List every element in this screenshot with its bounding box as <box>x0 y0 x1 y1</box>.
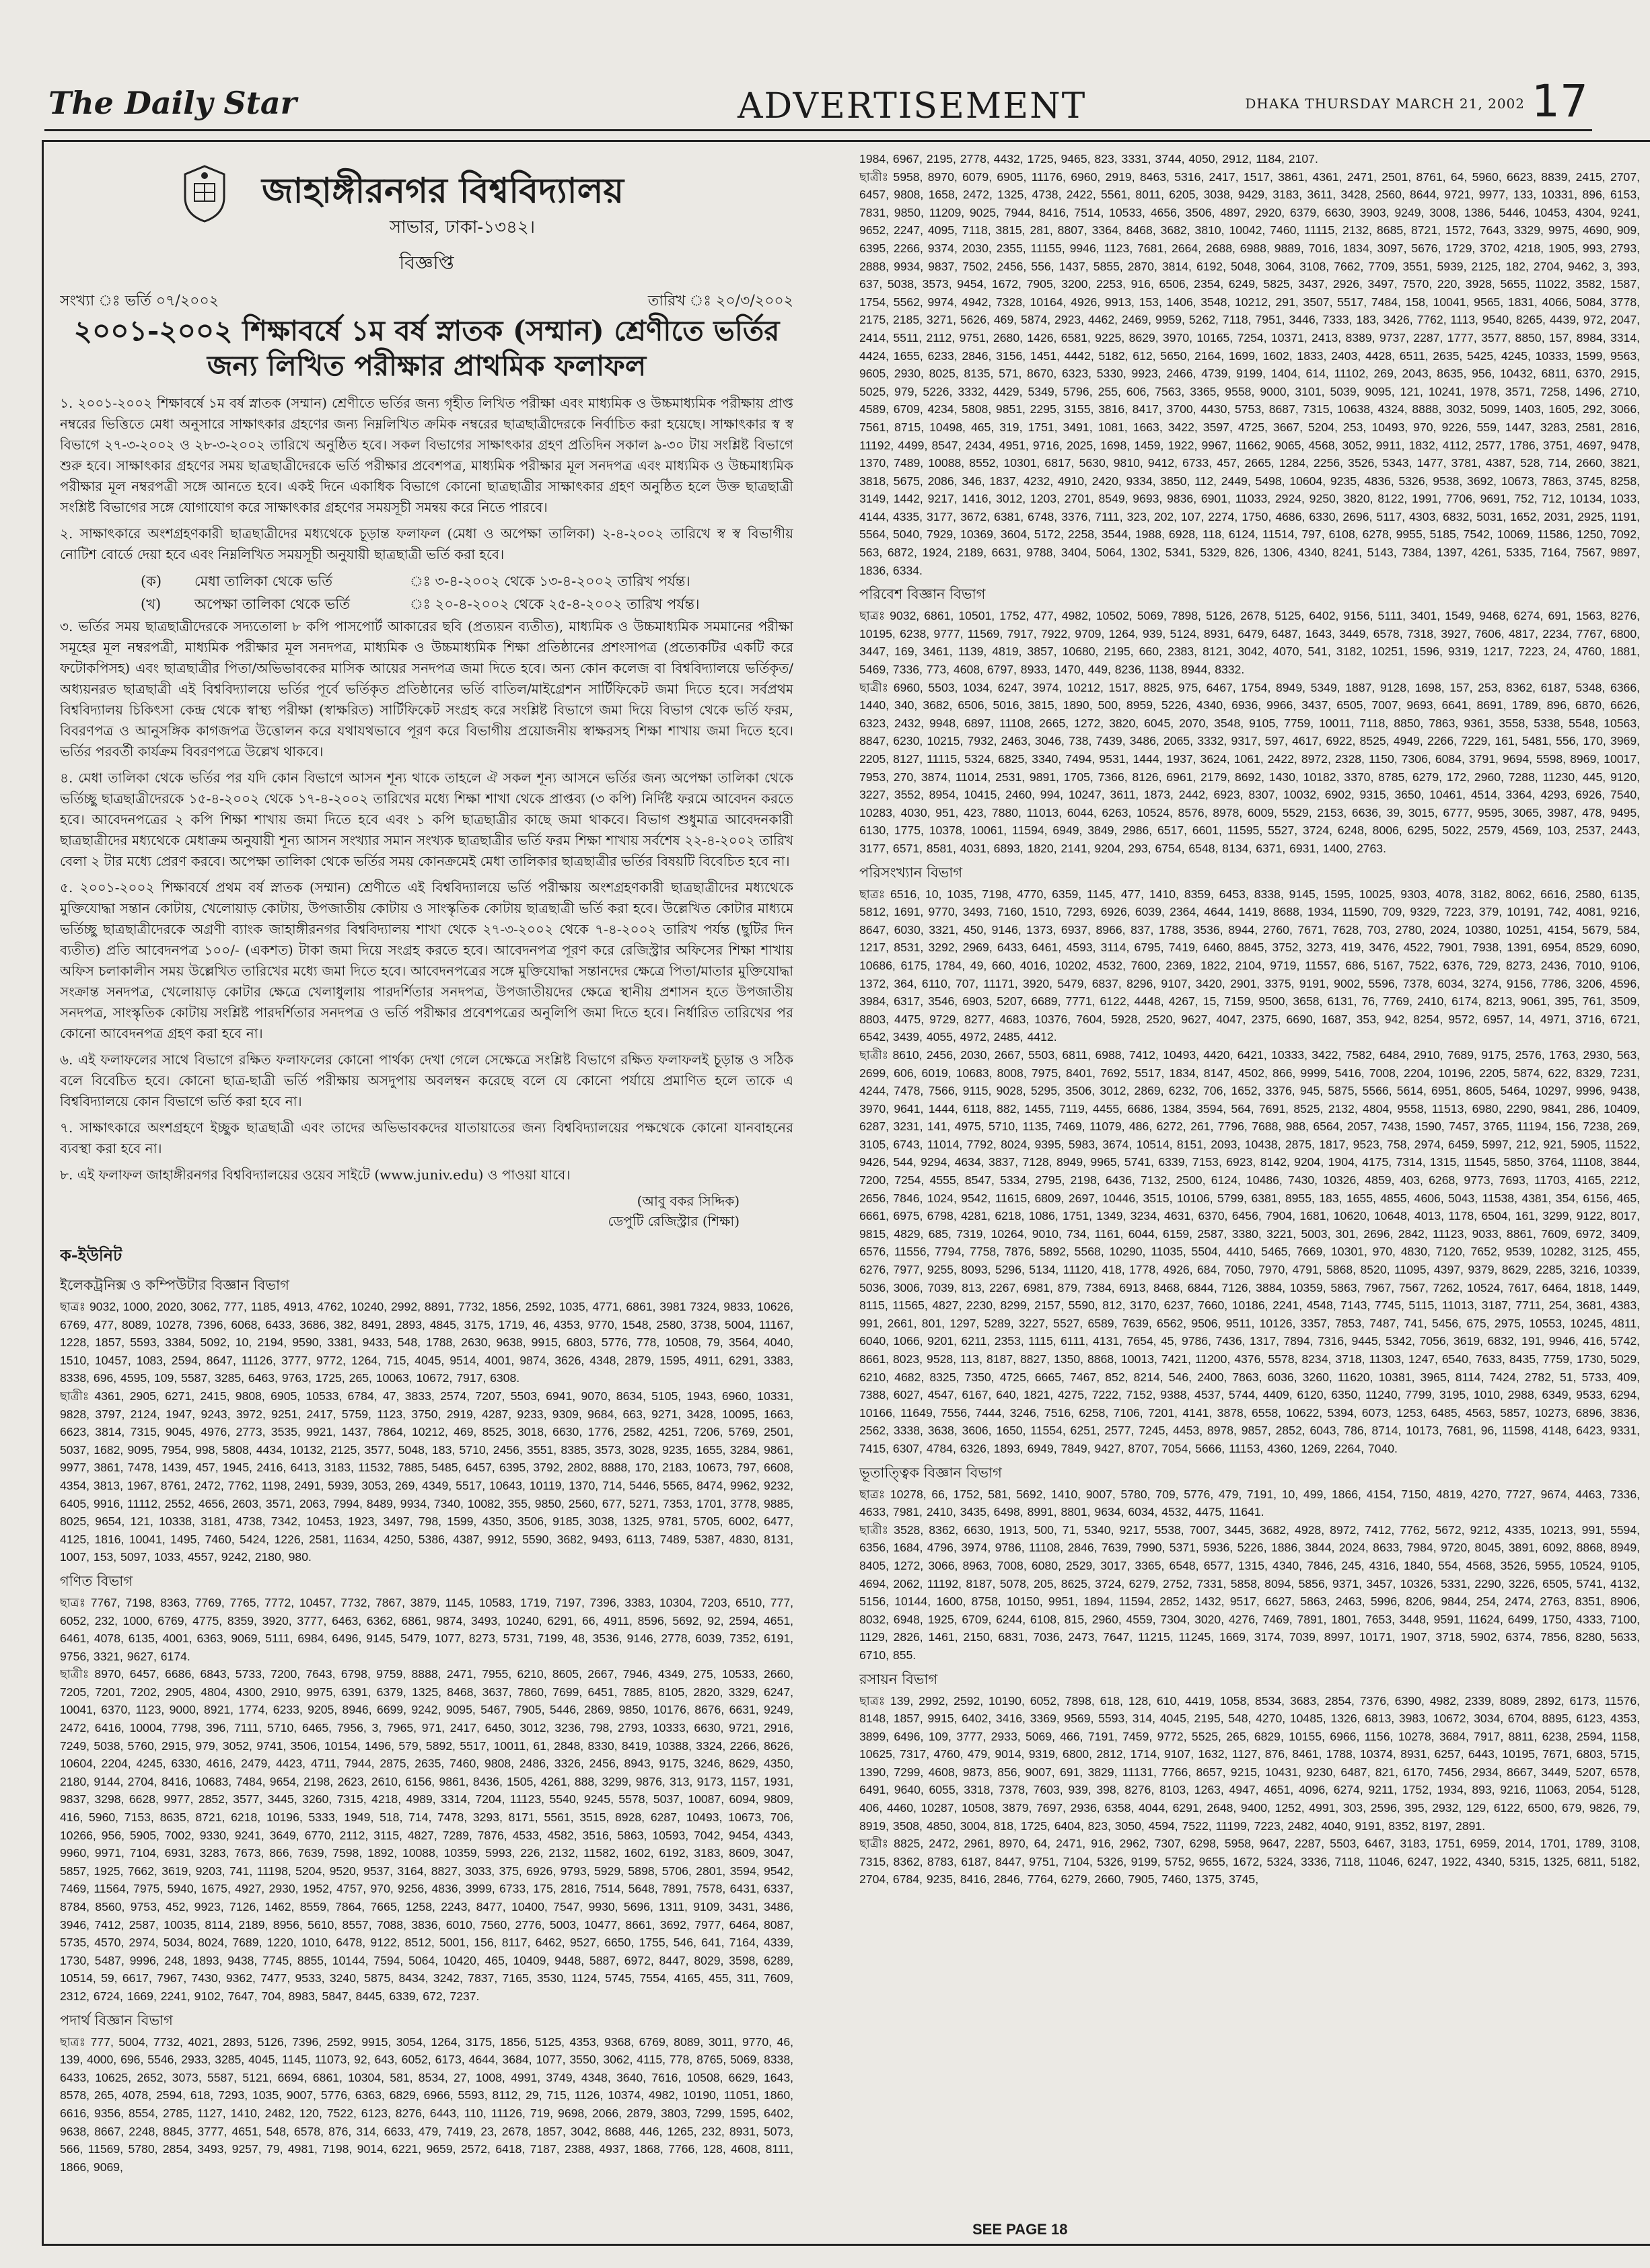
paragraph-8: ৮. এই ফলাফল জাহাঙ্গীরনগর বিশ্ববিদ্যালয়ের ওয়েব সাইটে (www.juniv.edu) ও পাওয়া যাবে। <box>60 1167 571 1183</box>
schedule-label: (খ) <box>141 596 162 612</box>
university-address: সাভার, ঢাকা-১৩৪২। <box>390 217 536 237</box>
schedule-row-b <box>60 593 793 616</box>
notice-title: বিজ্ঞপ্তি <box>399 252 454 274</box>
left-column <box>60 149 793 2234</box>
roll-list-ece-female: ছাত্রীঃ 4361, 2905, 6271, 2415, 9808, 6905, 10533, 6784, 47, 3833, 2574, 7207, 5503, 6941, 9070, 8634, 5105, 1943, 6960, 10331, 9828, 3797, 2124, 1947, 9243, 3972, 9251, 2417, 5759, 1123, 3750, 2919, 4287, 9233, 9309, 9684, 663, 9271, 3428, 10095, 1663, 6623, 3814, 7315, 9045, 4976, 2773, 3535, 9921, 1437, 7864, 10212, 469, 8525, 3018, 6630, 1776, 2582, 4251, 7206, 5769, 2501, 5037, 1682, 9095, 7954, 998, 5808, 4434, 10132, 2125, 3577, 5048, 183, 5710, 2456, 3551, 8385, 3573, 3028, 9235, 1655, 3284, 9861, 9977, 3861, 7478, 1439, 457, 1945, 2416, 6413, 3183, 11532, 7885, 5485, 6457, 6395, 3792, 2802, 8888, 170, 2183, 10673, 797, 6608, 4354, 3813, 1967, 8761, 2472, 7762, 1198, 2491, 5939, 3053, 269, 4349, 5517, 10643, 10119, 1370, 714, 5446, 5565, 8474, 9962, 9232, 6405, 9916, 11112, 2552, 4656, 2603, 3571, 2063, 7994, 8489, 9934, 7340, 10082, 355, 9850, 2560, 677, 5271, 7353, 1701, 3778, 9885, 8025, 9654, 121, 10338, 3181, 4738, 7342, 10453, 1923, 3497, 798, 1599, 4350, 3506, 9185, 3038, 1325, 9781, 5705, 6002, 6477, 4125, 1816, 10041, 1495, 7460, 5424, 1226, 2581, 11634, 4250, 5386, 4387, 9912, 5590, 3682, 9493, 6113, 7489, 5387, 4830, 8131, 1007, 153, 5097, 1033, 4557, 9242, 2180, 980. <box>60 1389 793 1564</box>
roll-list-geo-female: ছাত্রীঃ 3528, 8362, 6630, 1913, 500, 71, 5340, 9217, 5538, 7007, 3445, 3682, 4928, 8972, 7412, 7762, 5672, 9212, 4335, 10213, 991, 5594, 6356, 1684, 4796, 3974, 9786, 11108, 2846, 7639, 7990, 5371, 5936, 5226, 1886, 3844, 2024, 8633, 7984, 9720, 8045, 3891, 6092, 8868, 8949, 8405, 1272, 3066, 8963, 7008, 6080, 2529, 3017, 3365, 6548, 6577, 1315, 4340, 7846, 245, 4316, 1840, 554, 4568, 3526, 5955, 10524, 9105, 4694, 2062, 11192, 8187, 5078, 205, 8625, 3724, 6279, 2752, 7331, 5858, 8094, 5856, 9371, 3457, 10326, 5331, 2290, 3226, 6505, 5741, 4132, 5156, 10144, 1600, 8758, 10150, 9951, 1894, 11594, 2852, 1432, 9517, 6627, 5863, 2463, 5996, 8206, 9844, 254, 2474, 2763, 8351, 8906, 8032, 6948, 1925, 6709, 6244, 6108, 815, 2960, 4559, 7304, 3020, 4276, 7469, 7891, 1801, 7653, 3448, 9591, 11624, 6499, 1750, 4333, 7100, 1129, 2826, 1461, 2150, 6831, 7036, 2473, 7647, 11215, 11245, 1669, 3174, 7039, 8997, 10171, 1907, 3718, 5902, 6374, 7856, 8280, 5633, 6710, 855. <box>859 1523 1640 1662</box>
page-number: 17 <box>1532 75 1588 127</box>
reference-row <box>60 284 793 311</box>
schedule-text: মেধা তালিকা থেকে ভর্তি <box>194 573 333 589</box>
roll-list-physics-male-cont: 1984, 6967, 2195, 2778, 4432, 1725, 9465, 823, 3331, 3744, 4050, 2912, 1184, 2107. <box>859 152 1318 166</box>
roll-list-stat-male: ছাত্রঃ 6516, 10, 1035, 7198, 4770, 6359, 1145, 477, 1410, 8359, 6453, 8338, 9145, 1595, 10025, 9303, 4078, 3182, 8062, 6616, 2580, 6135, 5812, 1691, 9770, 3493, 7160, 1510, 7293, 6926, 6039, 2364, 4644, 1419, 8688, 1934, 11590, 709, 9329, 7223, 379, 10191, 742, 4081, 9216, 8647, 6030, 3321, 450, 9146, 1373, 6937, 8966, 837, 1788, 3536, 8944, 2760, 7671, 7628, 703, 2780, 2024, 10380, 10251, 4154, 5679, 584, 1217, 8531, 3292, 2969, 6433, 6461, 4593, 3114, 6795, 7419, 6460, 8845, 3752, 3273, 419, 3476, 4522, 7901, 7938, 1391, 6954, 8529, 6090, 10686, 6175, 1784, 49, 660, 4016, 10202, 4532, 7600, 2369, 1822, 2104, 9719, 11557, 686, 5167, 7522, 6376, 729, 8273, 2436, 7010, 9106, 1372, 364, 6110, 707, 11171, 3920, 5479, 6837, 8296, 9107, 3420, 2901, 3375, 9191, 9002, 5596, 7378, 6034, 3274, 9156, 7786, 3206, 4596, 3984, 6317, 3546, 6903, 5207, 6689, 7771, 6122, 4448, 4267, 15, 7159, 9500, 3658, 6131, 76, 7769, 2410, 6174, 8213, 9061, 395, 761, 3509, 8803, 4475, 9729, 8277, 4683, 10376, 7604, 5928, 2520, 9627, 4047, 2375, 6690, 1687, 353, 942, 8254, 9572, 6957, 14, 4971, 3716, 6721, 6542, 3439, 4055, 4972, 2485, 4412. <box>859 887 1640 1044</box>
roll-list-physics-male: ছাত্রঃ 777, 5004, 7732, 4021, 2893, 5126, 7396, 2592, 9915, 3054, 1264, 3175, 1856, 5125, 4353, 9368, 6769, 8089, 3011, 9770, 46, 139, 4000, 696, 5546, 2933, 3285, 4045, 1145, 11073, 92, 643, 6052, 6173, 4644, 3684, 1077, 3550, 3062, 4115, 778, 8765, 5069, 8338, 6433, 10625, 2652, 3073, 5587, 5121, 6694, 6861, 10304, 581, 8534, 27, 1008, 4991, 3749, 4348, 3640, 7616, 10508, 6629, 1643, 8578, 265, 4078, 2594, 618, 7293, 1035, 9007, 5776, 6363, 6829, 6966, 5593, 8112, 29, 715, 1126, 10374, 4982, 10190, 11051, 1860, 6616, 9356, 8554, 2785, 1127, 1410, 2482, 120, 7522, 6123, 8276, 6443, 110, 11126, 719, 9698, 2066, 2879, 3803, 7299, 1595, 6402, 9638, 8667, 2248, 8845, 3777, 4651, 548, 6578, 876, 314, 6633, 479, 7419, 23, 2678, 1857, 3042, 8688, 446, 1265, 232, 8931, 5073, 566, 11569, 5780, 2854, 3493, 9257, 79, 4981, 7198, 9014, 6221, 9659, 2572, 6418, 7187, 2388, 4937, 1868, 7766, 128, 4608, 8111, 1866, 9069, <box>60 2035 793 2174</box>
masthead <box>44 75 1592 131</box>
paragraph-1: ১. ২০০১-২০০২ শিক্ষাবর্ষে ১ম বর্ষ স্নাতক (সম্মান) শ্রেণীতে ভর্তির জন্য গৃহীত লিখিত পরীক্ষা এবং মাধ্যমিক ও উচ্চমাধ্যমিক পরীক্ষায় প্রাপ্ত নম্বরের ভিত্তিতে মেধা অনুসারে সাক্ষাৎকার গ্রহণের জন্য নিম্নলিখিত ক্রমিক নম্বরের ছাত্রছাত্রীদেরকে নির্বাচিত করা হয়েছে। সাক্ষাৎকার স্ব স্ব বিভাগে ২৭-৩-২০০২ ও ২৮-৩-২০০২ তারিখে অনুষ্ঠিত হবে। সকল বিভাগের সাক্ষাৎকার গ্রহণ প্রতিদিন সকাল ৯-৩০ টায় সংশ্লিষ্ট বিভাগে শুরু হবে। সাক্ষাৎকার গ্রহণের সময় ছাত্রছাত্রীদেরকে ভর্তি পরীক্ষার প্রবেশপত্র, মাধ্যমিক পরীক্ষার মূল সনদপত্র এবং মাধ্যমিক ও উচ্চমাধ্যমিক পরীক্ষার মূল নম্বরপত্রী সঙ্গে আনতে হবে। একই দিনে একাধিক বিভাগে কোনো ছাত্রছাত্রীর সাক্ষাৎকার গ্রহণ অনুষ্ঠিত হলে উক্ত ছাত্রছাত্রী সংশ্লিষ্ট বিভাগের সঙ্গে যোগাযোগ করে সাক্ষাৎকার গ্রহণের সময়সূচী সমন্বয় করে নিতে পারবে। <box>60 395 793 515</box>
roll-list-math-female: ছাত্রীঃ 8970, 6457, 6686, 6843, 5733, 7200, 7643, 6798, 9759, 8888, 2471, 7955, 6210, 8605, 2667, 7946, 4349, 275, 10533, 2660, 7205, 7201, 7202, 2905, 4804, 4300, 2910, 9975, 6391, 6379, 1325, 8468, 3637, 7860, 7699, 6451, 7885, 8105, 2820, 3329, 6247, 10041, 6370, 1123, 9000, 8921, 1774, 6233, 9205, 8946, 6699, 9242, 9095, 5467, 7905, 5446, 2869, 9850, 10176, 8676, 6631, 9249, 2472, 6416, 10004, 7798, 396, 7111, 5710, 6465, 7956, 3, 7965, 971, 2417, 6450, 3012, 3236, 798, 2793, 10333, 6630, 9721, 2916, 7249, 5038, 5760, 2915, 979, 3052, 9741, 3506, 10154, 1496, 579, 5892, 5517, 10011, 61, 2848, 8330, 8419, 10388, 3324, 2266, 8626, 10604, 2204, 4245, 6330, 4616, 2479, 4423, 4711, 7944, 2875, 2635, 7460, 9808, 2486, 3326, 2456, 8943, 9175, 3246, 8629, 4350, 2180, 9144, 2704, 8416, 10683, 7484, 9654, 2198, 2623, 2610, 6156, 9861, 8436, 1505, 4261, 888, 3299, 9876, 313, 9173, 1157, 1931, 9837, 3298, 6628, 9977, 2852, 3577, 3445, 3260, 7315, 4218, 4989, 3314, 7204, 11123, 5540, 9245, 5578, 5037, 10087, 6094, 9809, 416, 5960, 7153, 8635, 8721, 6218, 10196, 5333, 1949, 518, 714, 7478, 3293, 8171, 5561, 3515, 8928, 6287, 10493, 10673, 706, 10266, 956, 5905, 7002, 9330, 9241, 3649, 6770, 2112, 3115, 4827, 7289, 7876, 4533, 4582, 3516, 5863, 10593, 7042, 9454, 4343, 9960, 9971, 7104, 6931, 3283, 7673, 866, 7639, 7598, 1892, 10088, 10359, 5993, 226, 2132, 11582, 1602, 6192, 3183, 8609, 3047, 5857, 1925, 7662, 3619, 9203, 741, 11198, 5204, 9520, 9537, 3164, 8827, 3033, 375, 6926, 9793, 5929, 5898, 5706, 2801, 3594, 9542, 7469, 11564, 7975, 5940, 1675, 4927, 2930, 1952, 4757, 970, 9256, 4836, 3999, 6733, 175, 2816, 7514, 5648, 7891, 7578, 6431, 6337, 8784, 8560, 9753, 452, 9923, 7126, 1462, 8559, 7864, 7665, 1258, 2243, 8477, 10400, 7547, 9930, 5696, 1311, 9109, 3431, 3486, 3946, 7412, 2587, 10035, 8114, 2189, 8956, 5610, 8557, 7088, 3836, 6010, 7560, 2776, 5003, 10477, 8661, 3692, 7977, 6464, 8087, 5735, 4570, 2974, 5034, 8024, 7689, 1220, 1010, 6478, 9122, 8512, 5001, 156, 8117, 6462, 9527, 6650, 1755, 546, 641, 7164, 4339, 1730, 5487, 9996, 248, 1893, 9438, 7745, 8855, 10144, 7594, 5064, 10420, 465, 10409, 9448, 5887, 6972, 8447, 8029, 3598, 6289, 10514, 59, 6617, 7967, 7430, 9362, 7477, 9533, 3240, 5875, 8434, 3242, 7837, 7165, 3530, 1124, 5745, 7554, 4165, 455, 311, 7609, 2312, 6724, 1669, 2241, 9102, 7647, 704, 8983, 5847, 8445, 6339, 672, 7237. <box>60 1667 793 2003</box>
roll-list-physics-female: ছাত্রীঃ 5958, 8970, 6079, 6905, 11176, 6960, 2919, 8463, 5316, 2417, 1517, 3861, 4361, 2471, 2501, 8761, 64, 5960, 6623, 8839, 2415, 2707, 6457, 9808, 1658, 2472, 1325, 4738, 2422, 5561, 8011, 6205, 3038, 9429, 3183, 3611, 3428, 2560, 8644, 9721, 9977, 133, 10331, 896, 6153, 7831, 9850, 11209, 9025, 7944, 8416, 7514, 10533, 4656, 3506, 4897, 2920, 6379, 6630, 3903, 9249, 3008, 1386, 5446, 10453, 4304, 9241, 9652, 2247, 4095, 7118, 3815, 281, 8807, 3364, 8468, 3682, 3810, 10042, 7460, 11115, 2132, 8685, 8721, 1572, 7643, 3329, 9975, 4690, 909, 6395, 2266, 9374, 2030, 2355, 11155, 9946, 1123, 7681, 2664, 2688, 6988, 9889, 7016, 1834, 3097, 5676, 1729, 3702, 4218, 1905, 993, 2793, 2888, 9934, 9837, 7502, 2456, 556, 1437, 5855, 2870, 3814, 6192, 5048, 3064, 3108, 7662, 7709, 3551, 5939, 2125, 182, 2704, 9462, 3, 393, 637, 5038, 3573, 9454, 1672, 7905, 3200, 2253, 916, 6506, 2354, 6249, 5825, 3437, 2926, 3497, 7570, 220, 3928, 5655, 11022, 3582, 1587, 1754, 5562, 9974, 4942, 7328, 10164, 4926, 9913, 153, 1406, 3548, 10212, 291, 3507, 5517, 7484, 158, 10041, 9565, 1831, 4066, 5084, 3778, 2175, 2185, 3271, 5626, 469, 5874, 2923, 4462, 2469, 9959, 5262, 7118, 7951, 3446, 7333, 183, 3426, 7762, 1113, 9540, 8265, 4439, 972, 2047, 2414, 5511, 2112, 9751, 2680, 1426, 6581, 9225, 8629, 3970, 10165, 7254, 10371, 2413, 8389, 9737, 2287, 1777, 3577, 8850, 157, 8984, 3314, 4424, 1655, 6233, 2846, 3156, 1451, 4442, 5182, 612, 5650, 2164, 1699, 1602, 1833, 2403, 4428, 6511, 2635, 5425, 4245, 10333, 1599, 9563, 9605, 2930, 8025, 8135, 571, 8670, 6323, 5330, 9923, 2466, 4739, 9199, 1404, 614, 11102, 269, 2043, 8635, 956, 10432, 6811, 6370, 2915, 5025, 979, 5226, 3332, 4429, 5349, 5796, 255, 606, 7563, 3365, 9558, 9000, 3101, 5039, 9095, 121, 10241, 1978, 3571, 7258, 1496, 2710, 4589, 6709, 4234, 5808, 9851, 2295, 3155, 3816, 8417, 3700, 4430, 5753, 8687, 7315, 10638, 4324, 8888, 3032, 5099, 1403, 1605, 292, 3066, 7561, 8715, 10498, 465, 319, 1751, 3491, 1081, 1663, 3422, 3597, 4725, 3667, 5204, 253, 10493, 970, 9226, 559, 1447, 3283, 2581, 2816, 11192, 4499, 8547, 2434, 4951, 9716, 2025, 1698, 1459, 1922, 9967, 11662, 9065, 4568, 3052, 9911, 1832, 4112, 2577, 1786, 3751, 4697, 9478, 1370, 7489, 10088, 8552, 10301, 6817, 5630, 9810, 9412, 6733, 457, 2665, 1284, 2256, 3526, 5343, 1477, 3781, 4387, 528, 714, 2660, 3821, 3818, 5675, 2086, 346, 1837, 4232, 4910, 2420, 9334, 3850, 112, 2449, 5498, 10604, 9235, 4836, 5326, 9538, 3692, 10673, 7863, 3745, 8258, 3149, 1442, 9217, 1416, 3012, 1203, 2701, 8549, 9693, 9836, 6901, 11033, 2924, 9250, 3820, 8122, 1991, 7706, 9691, 752, 712, 10134, 1033, 4144, 4335, 3177, 3672, 6381, 6748, 3376, 7111, 323, 202, 107, 2274, 1750, 4686, 6330, 2696, 5117, 4303, 6832, 5031, 1652, 2031, 2925, 1191, 5564, 5040, 7929, 10369, 3604, 5172, 2258, 3544, 1988, 6928, 118, 6124, 11514, 797, 6108, 6278, 9955, 5185, 7542, 10069, 11586, 1250, 7092, 563, 6872, 1924, 2189, 6631, 9788, 3404, 5064, 1302, 5341, 5329, 826, 1306, 4340, 8241, 5143, 7384, 1397, 4261, 5335, 7164, 7567, 9897, 1836, 6334. <box>859 170 1640 577</box>
university-name: জাহাঙ্গীরনগর বিশ্ববিদ্যালয় <box>262 170 624 211</box>
roll-list-geo-male: ছাত্রঃ 10278, 66, 1752, 581, 5692, 1410, 9007, 5780, 709, 5776, 479, 7191, 10, 499, 1866, 4154, 7150, 4819, 4270, 7727, 9674, 4463, 7336, 4633, 7981, 2410, 3435, 6498, 8991, 8801, 9634, 6034, 4532, 4475, 11641. <box>859 1487 1640 1519</box>
schedule-row-a <box>60 571 793 593</box>
dateline: DHAKA THURSDAY MARCH 21, 2002 <box>1245 96 1525 112</box>
signatory-designation: ডেপুটি রেজিস্ট্রার (শিক্ষা) <box>608 1213 740 1229</box>
schedule-range: ঃ ৩-৪-২০০২ থেকে ১৩-৪-২০০২ তারিখ পর্যন্ত। <box>410 573 690 589</box>
roll-list-env-female: ছাত্রীঃ 6960, 5503, 1034, 6247, 3974, 10212, 1517, 8825, 975, 6467, 1754, 8949, 5349, 1887, 9128, 1698, 157, 253, 8362, 6187, 5348, 6366, 1440, 340, 3682, 6506, 5016, 3815, 1890, 500, 8959, 5226, 4340, 6936, 9966, 3437, 6505, 7007, 9693, 6641, 8691, 1789, 896, 6870, 6626, 6323, 2432, 9948, 6897, 11108, 2665, 1272, 3820, 6045, 2070, 3548, 9105, 7759, 10011, 7118, 8850, 7863, 9361, 3558, 5338, 5548, 10563, 8847, 6230, 10215, 7932, 2463, 3046, 738, 7439, 3486, 2065, 3332, 9317, 597, 4617, 6922, 8525, 4949, 2266, 7229, 161, 5481, 556, 170, 3969, 2205, 8127, 11115, 5324, 6825, 3340, 7494, 9531, 1444, 1937, 3624, 1061, 2422, 8972, 2328, 1150, 7306, 6084, 3791, 9694, 5598, 8969, 10017, 7953, 270, 3874, 11014, 2531, 9891, 1705, 7366, 8126, 6961, 2179, 8692, 1430, 10182, 3370, 8785, 6279, 172, 2960, 7288, 11230, 445, 9120, 3227, 3552, 8954, 10415, 2460, 994, 10247, 3611, 1873, 2442, 6923, 8307, 10032, 6902, 9315, 3650, 10461, 4514, 3364, 4293, 6926, 7540, 10283, 4030, 951, 423, 7880, 11013, 6044, 6263, 10524, 8576, 8978, 6009, 5529, 2153, 6636, 39, 3015, 6777, 9595, 3065, 3987, 478, 9495, 6130, 1775, 10378, 10061, 11594, 6949, 3849, 2986, 6517, 6601, 11595, 5527, 3724, 6248, 8006, 6295, 5022, 2579, 4569, 103, 2537, 2443, 3177, 6571, 8581, 4031, 6893, 1820, 2141, 9204, 293, 6754, 6548, 8134, 6371, 6931, 1400, 2763. <box>859 680 1640 855</box>
roll-list-ece-male: ছাত্রঃ 9032, 1000, 2020, 3062, 777, 1185, 4913, 4762, 10240, 2992, 8891, 7732, 1856, 2592, 1035, 4771, 6861, 3981 7324, 9833, 10626, 6769, 477, 8089, 10278, 7396, 6068, 6433, 3686, 382, 8491, 2893, 4845, 3175, 1719, 46, 4353, 9770, 1548, 2580, 3738, 5004, 11167, 1228, 1857, 5593, 3384, 5092, 10, 2194, 9590, 3381, 9433, 548, 1788, 2630, 9638, 9915, 6803, 5776, 778, 10508, 79, 3564, 4040, 1510, 10457, 1083, 2594, 8647, 11126, 3777, 9772, 1264, 715, 4045, 9514, 4001, 9874, 3626, 4348, 2879, 1595, 4911, 6291, 3383, 8338, 696, 4595, 109, 5587, 3285, 6463, 9763, 1725, 265, 10063, 10672, 7917, 6308. <box>60 1300 793 1385</box>
paragraph-7: ৭. সাক্ষাৎকারে অংশগ্রহণে ইচ্ছুক ছাত্রছাত্রী এবং তাদের অভিভাবকদের যাতায়াতের জন্য বিশ্ববিদ্যালয়ের পক্ষথেকে কোনো যানবাহনের ব্যবস্থা করা হবে না। <box>60 1120 793 1157</box>
signatory-name: (আবু বকর সিদ্দিক) <box>637 1193 740 1209</box>
notice-headline: ২০০১-২০০২ শিক্ষাবর্ষে ১ম বর্ষ স্নাতক (সম্মান) শ্রেণীতে ভর্তির জন্য লিখিত পরীক্ষার প্রাথমিক ফলাফল <box>73 314 780 382</box>
university-header <box>60 149 793 243</box>
advertisement-box <box>42 140 1650 2246</box>
section-title: ADVERTISEMENT <box>738 86 1087 126</box>
dept-title-physics: পদার্থ বিজ্ঞান বিভাগ <box>60 2012 173 2028</box>
dept-title-environment: পরিবেশ বিজ্ঞান বিভাগ <box>859 586 986 603</box>
dept-title-statistics: পরিসংখ্যান বিভাগ <box>859 864 963 881</box>
roll-list-env-male: ছাত্রঃ 9032, 6861, 10501, 1752, 477, 4982, 10502, 5069, 7898, 5126, 2678, 5125, 6402, 9156, 5111, 3401, 1549, 9468, 6274, 691, 1563, 8276, 10195, 6238, 9777, 11569, 7917, 7922, 9709, 1264, 939, 5124, 8931, 6479, 6487, 1643, 3449, 6578, 7318, 3927, 7606, 4817, 2234, 7767, 6800, 3447, 169, 3461, 1139, 4819, 3857, 10680, 2195, 660, 2383, 8121, 3042, 4070, 541, 3182, 10251, 1596, 9319, 1217, 7223, 24, 4760, 1881, 5469, 7336, 773, 4608, 6797, 8933, 1470, 449, 8236, 1138, 8944, 8332. <box>859 609 1640 677</box>
paragraph-6: ৬. এই ফলাফলের সাথে বিভাগে রক্ষিত ফলাফলের কোনো পার্থক্য দেখা গেলে সেক্ষেত্রে সংশ্লিষ্ট বিভাগে রক্ষিত ফলাফলই চূড়ান্ত ও সঠিক বলে বিবেচিত হবে। কোনো ছাত্র-ছাত্রী ভর্তি পরীক্ষায় অসদুপায় অবলম্বন করেছে বলে যে কোনো পর্যায়ে প্রমাণিত হলে তাকে এ বিশ্ববিদ্যালয়ে কোন বিভাগে ভর্তি করা হবে না। <box>60 1052 793 1109</box>
right-column <box>859 150 1640 2236</box>
continued-page-link: SEE PAGE 18 <box>972 2221 1068 2238</box>
unit-a-title: ক-ইউনিট <box>60 1245 122 1265</box>
dept-title-geology: ভূতাত্ত্বিক বিজ্ঞান বিভাগ <box>859 1464 1002 1481</box>
reference-date: তারিখ ঃ ২০/৩/২০০২ <box>647 293 793 309</box>
roll-list-chem-male: ছাত্রঃ 139, 2992, 2592, 10190, 6052, 7898, 618, 128, 610, 4419, 1058, 8534, 3683, 2854, 7376, 6390, 4982, 2339, 8089, 2892, 6173, 11576, 8148, 1857, 9915, 6402, 3416, 3369, 9569, 5593, 314, 4045, 2195, 548, 4270, 10485, 1326, 6813, 3983, 10672, 3034, 6704, 8895, 6123, 4353, 3899, 6496, 109, 3777, 2933, 5069, 466, 7191, 7459, 9772, 5525, 265, 6829, 10155, 6966, 1156, 10278, 3684, 7917, 8811, 6238, 2594, 1158, 10625, 7317, 4760, 479, 9014, 9319, 6800, 2812, 1714, 9107, 1632, 1127, 876, 8461, 1788, 10374, 8931, 6257, 6443, 10195, 7671, 6803, 5715, 1390, 7299, 4608, 9873, 856, 9007, 691, 3829, 11131, 7766, 8657, 9215, 10431, 9230, 6487, 821, 6170, 7456, 2934, 8667, 3449, 5207, 6578, 6491, 9640, 6055, 3318, 7378, 7603, 939, 398, 8276, 8103, 1263, 4947, 4651, 4096, 6274, 9211, 1752, 1934, 893, 9216, 11063, 2054, 5128, 406, 4460, 10287, 10508, 3879, 7697, 2936, 6358, 4044, 6291, 2648, 9400, 1252, 4991, 303, 2596, 395, 2932, 129, 6122, 6500, 679, 9826, 79, 8919, 3508, 4850, 3004, 818, 1725, 6404, 823, 3050, 4594, 7522, 11199, 7223, 2482, 4040, 9191, 8352, 8197, 2891. <box>859 1693 1640 1833</box>
schedule-text: অপেক্ষা তালিকা থেকে ভর্তি <box>194 596 350 612</box>
dept-title-chemistry: রসায়ন বিভাগ <box>859 1671 938 1687</box>
newspaper-name: The Daily Star <box>48 85 297 121</box>
roll-list-math-male: ছাত্রঃ 7767, 7198, 8363, 7769, 7765, 7772, 10457, 7732, 7867, 3879, 1145, 10583, 1719, 7197, 7396, 3383, 10304, 7203, 6510, 777, 6052, 232, 1000, 6769, 4775, 8359, 3920, 3777, 6463, 6362, 6861, 9874, 3493, 10240, 6291, 66, 4911, 8596, 5692, 92, 2594, 4651, 6461, 4078, 6135, 4001, 6363, 9069, 5111, 6984, 6496, 9145, 5479, 1077, 8273, 5731, 7199, 48, 3536, 9146, 2778, 6039, 7352, 6191, 9756, 3321, 9627, 6174. <box>60 1595 793 1663</box>
university-crest-icon <box>181 163 228 224</box>
paragraph-3: ৩. ভর্তির সময় ছাত্রছাত্রীদেরকে সদ্যতোলা ৮ কপি পাসপোর্ট আকারের ছবি (প্রত্যয়ন ব্যতীত), মাধ্যমিক ও উচ্চমাধ্যমিক সমমানের পরীক্ষা সমূহের মূল নম্বরপত্রী, মাধ্যমিক পরীক্ষার মূল সনদপত্র, মাধ্যমিক ও উচ্চমাধ্যমিক শিক্ষা প্রতিষ্ঠানের প্রশংসাপত্র (প্রত্যেকটির একটি করে ফটোকপিসহ) এবং ছাত্রছাত্রীর পিতা/অভিভাবকের মাসিক আয়ের সনদপত্র জমা দিতে হবে। অন্য কোন কলেজ বা বিশ্ববিদ্যালয়ে ভর্তিকৃত/অধ্যয়নরত ছাত্রছাত্রী এই বিশ্ববিদ্যালয়ে ভর্তির পূর্বে ভর্তিকৃত প্রতিষ্ঠানের ভর্তি বাতিল/মাইগ্রেশন সার্টিফিকেট জমা দিতে হবে। সর্বপ্রথম বিশ্ববিদ্যালয় চিকিৎসা কেন্দ্র থেকে স্বাস্থ্য পরীক্ষা (স্বাক্ষরিত) সার্টিফিকেট সংগ্রহ করে সংশ্লিষ্ট বিভাগে জমা দিয়ে বিভাগ থেকে ভর্তি ফরম, বিবরণপত্র ও আনুসঙ্গিক কাগজপত্র উত্তোলন করে যথাযথভাবে পূরণ করে বিভাগীয় প্রয়োজনীয় স্বাক্ষরসহ শিক্ষা শাখায় জমা দিতে হবে। ভর্তির পরবর্তী কার্যক্রম বিবরণপত্রে উল্লেখ থাকবে। <box>60 618 793 760</box>
dept-title-ece: ইলেকট্রনিক্স ও কম্পিউটার বিজ্ঞান বিভাগ <box>60 1277 289 1293</box>
paragraph-2: ২. সাক্ষাৎকারে অংশগ্রহণকারী ছাত্রছাত্রীদের মধ্যথেকে চূড়ান্ত ফলাফল (মেধা ও অপেক্ষা তালিকা) ২-৪-২০০২ তারিখে স্ব স্ব বিভাগীয় নোটিশ বোর্ডে দেয়া হবে এবং নিম্নলিখিত সময়সূচী অনুযায়ী ছাত্রছাত্রী ভর্তি করা হবে। <box>60 525 793 562</box>
schedule-label: (ক) <box>141 573 162 589</box>
paragraph-4: ৪. মেধা তালিকা থেকে ভর্তির পর যদি কোন বিভাগে আসন শূন্য থাকে তাহলে ঐ সকল শূন্য আসনে ভর্তির জন্য অপেক্ষা তালিকা থেকে ভর্তিচ্ছু ছাত্রছাত্রীদেরকে ১৫-৪-২০০২ থেকে ১৭-৪-২০০২ তারিখের মধ্যে শিক্ষা শাখা থেকে প্রাপ্তব্য (৩ কপি) নির্দিষ্ট ফরমে আবেদন করতে হবে। আবেদনপত্রের ২ কপি শিক্ষা শাখায় জমা দিতে হবে এবং ১ কপি ছাত্রছাত্রীর কাছে জমা থাকবে। বিভাগ শুধুমাত্র আবেদনকারী ছাত্রছাত্রীদের মধ্যথেকে মেধাক্রম অনুযায়ী শূন্য আসন সংখ্যার সমান সংখ্যক ছাত্রছাত্রীর ভর্তি ফরম শিক্ষা শাখায় সর্বশেষ ২২-৪-২০০২ তারিখ বেলা ২ টার মধ্যে প্রেরণ করবে। অপেক্ষা তালিকা থেকে ভর্তির সময় কোনক্রমেই মেধা তালিকার ছাত্রছাত্রীর ভর্তির বিষয়টি বিবেচিত হবে না। <box>60 770 793 869</box>
schedule-range: ঃ ২০-৪-২০০২ থেকে ২৫-৪-২০০২ তারিখ পর্যন্ত। <box>410 596 700 612</box>
dept-title-math: গণিত বিভাগ <box>60 1572 133 1589</box>
paragraph-5: ৫. ২০০১-২০০২ শিক্ষাবর্ষে প্রথম বর্ষ স্নাতক (সম্মান) শ্রেণীতে এই বিশ্ববিদ্যালয়ে ভর্তি পরীক্ষায় অংশগ্রহণকারী ছাত্রছাত্রীদের মধ্যথেকে মুক্তিযোদ্ধা সন্তান কোটায়, খেলোয়াড় কোটায়, উপজাতীয় কোটায় ও সাংস্কৃতিক কোটায় ছাত্রছাত্রী ভর্তি করা হবে। উল্লেখিত কোটার মাধ্যমে ভর্তিচ্ছু ছাত্রছাত্রীদেরকে অগ্রণী ব্যাংক জাহাঙ্গীরনগর বিশ্ববিদ্যালয় শাখা থেকে ২৭-৩-২০০২ থেকে ৭-৪-২০০২ তারিখ পর্যন্ত (ছুটির দিন ব্যতীত) প্রতি আবেদনপত্র ১০০/- (একশত) টাকা জমা দিয়ে সংগ্রহ করতে হবে। আবেদনপত্র পূরণ করে রেজিস্ট্রার অফিসের শিক্ষা শাখায় অফিস চলাকালীন সময় উল্লেখিত তারিখের মধ্যে জমা দিতে হবে। আবেদনপত্রের সঙ্গে মুক্তিযোদ্ধা সন্তানদের ক্ষেত্রে পিতা/মাতার মুক্তিযোদ্ধা সংক্রান্ত সনদপত্র, খেলোয়াড় কোটার ক্ষেত্রে খেলাধুলায় পারদর্শিতার সনদপত্র, উপজাতীয়দের ক্ষেত্রে স্থানীয় প্রশাসন হতে উপজাতীয় সনদপত্র, সাংস্কৃতিক কোটায় সংশ্লিষ্ট পারদর্শিতার সনদপত্র ও ভর্তি পরীক্ষার প্রবেশপত্রের অনুলিপি জমা দিতে হবে। নির্ধারিত তারিখের পর কোনো আবেদনপত্র গ্রহণ করা হবে না। <box>60 879 793 1041</box>
roll-list-chem-female: ছাত্রীঃ 8825, 2472, 2961, 8970, 64, 2471, 916, 2962, 7307, 6298, 5958, 9647, 2287, 5503, 6467, 3183, 1751, 6959, 2014, 1701, 1789, 3108, 7315, 8362, 8783, 6187, 8447, 9751, 7104, 5326, 9199, 5752, 9655, 1672, 5324, 3336, 7118, 11046, 6247, 1922, 4340, 5315, 1325, 6811, 5182, 2704, 6784, 9235, 8416, 2846, 7764, 6279, 2660, 7905, 7460, 1375, 3745, <box>859 1837 1640 1887</box>
roll-list-stat-female: ছাত্রীঃ 8610, 2456, 2030, 2667, 5503, 6811, 6988, 7412, 10493, 4420, 6421, 10333, 3422, 7582, 6484, 2910, 7689, 9175, 2576, 1763, 2930, 563, 2699, 606, 6019, 10683, 8008, 7975, 8401, 7692, 5517, 1834, 8147, 4502, 866, 9999, 5416, 7008, 2204, 10196, 2205, 5874, 622, 8329, 7231, 4244, 7478, 7566, 9115, 9028, 5295, 3506, 3012, 2869, 6232, 706, 1652, 3376, 945, 5875, 5566, 5614, 6951, 8605, 5464, 10297, 9996, 9438, 3970, 9641, 1444, 6118, 882, 1455, 7119, 4455, 6686, 1384, 3594, 564, 7691, 8525, 2132, 4804, 9558, 11513, 6980, 2290, 9841, 286, 10409, 6287, 3231, 141, 4975, 5710, 1135, 7469, 11079, 486, 6272, 261, 7796, 7688, 988, 6564, 2057, 7438, 1590, 7457, 3765, 11194, 156, 7238, 269, 3105, 6743, 11014, 7792, 8024, 9395, 5983, 3674, 10514, 8151, 2093, 10438, 2875, 1817, 9523, 758, 2974, 6459, 5997, 212, 921, 5905, 11522, 9426, 544, 9294, 4634, 3837, 7128, 8949, 9965, 5741, 6339, 7153, 6923, 8142, 9204, 1904, 4175, 7314, 1315, 11545, 5850, 3764, 11108, 3844, 7200, 7254, 4555, 8547, 5334, 2795, 2198, 6436, 7132, 2500, 6124, 10486, 7430, 10326, 4859, 403, 6268, 9773, 7693, 11703, 4165, 2212, 2656, 7846, 1024, 9542, 11615, 6809, 2697, 10446, 3515, 10106, 5799, 6381, 8955, 183, 1655, 4855, 4606, 5043, 11538, 4381, 354, 6156, 465, 6661, 6975, 6798, 4281, 6218, 1086, 1751, 1349, 3234, 4631, 6370, 6456, 7904, 1681, 10620, 10648, 4013, 1178, 6504, 161, 3299, 9122, 8017, 9815, 4829, 685, 7319, 10264, 9010, 734, 1161, 6044, 6159, 2587, 3380, 3221, 5003, 301, 2696, 2842, 11123, 9033, 8861, 7609, 6972, 3409, 6576, 11556, 7794, 7758, 7876, 5892, 5568, 10290, 11035, 5504, 4410, 5465, 7669, 10301, 970, 4830, 7120, 7652, 9539, 10282, 3125, 455, 6276, 7977, 9255, 8093, 5296, 5134, 11120, 418, 1778, 4926, 684, 7050, 7970, 4791, 5868, 8520, 11095, 4397, 9379, 8629, 2285, 3216, 10339, 5036, 3006, 7039, 813, 2267, 6981, 879, 7384, 6913, 8468, 6844, 7126, 3884, 10359, 5863, 7967, 7567, 7262, 10524, 7617, 6464, 1818, 1449, 8115, 11565, 4827, 2230, 8299, 2157, 5590, 812, 3170, 6237, 7660, 10186, 2241, 4548, 7143, 7745, 5115, 11013, 3187, 7711, 254, 3681, 4383, 991, 2661, 801, 1297, 5289, 3227, 5527, 6589, 7639, 6562, 9506, 9511, 10126, 3357, 7853, 7487, 741, 5456, 675, 2975, 10553, 10245, 4811, 6040, 1066, 9201, 6211, 2353, 1115, 6111, 4131, 7654, 45, 9786, 7436, 1317, 7894, 7316, 9445, 5342, 7056, 3619, 6832, 191, 9946, 416, 5742, 8661, 8023, 9528, 113, 8187, 8827, 1350, 8868, 10013, 7421, 11200, 4376, 5578, 8234, 3718, 11303, 1247, 6540, 7633, 8435, 7759, 1730, 5029, 6210, 4682, 8325, 7350, 4725, 6665, 7467, 852, 8214, 546, 2400, 7863, 6036, 3260, 11620, 10381, 3965, 8114, 7424, 2782, 51, 5733, 409, 7388, 6027, 4547, 6167, 640, 1821, 4275, 7222, 7152, 9388, 4537, 5744, 4409, 6120, 6350, 11240, 7799, 3195, 1010, 2988, 6349, 9533, 6294, 10166, 11649, 7556, 7444, 3246, 7516, 6258, 7106, 7201, 4141, 3878, 6558, 10622, 5394, 6073, 1253, 6485, 4563, 5857, 10273, 6896, 3836, 2562, 3338, 3638, 3606, 1650, 11554, 6251, 2577, 7245, 4453, 8978, 9857, 2852, 6043, 786, 8714, 10173, 7681, 96, 11598, 4148, 6423, 9331, 7415, 6307, 4784, 6326, 1893, 6949, 7849, 9427, 8707, 7054, 5666, 11153, 4360, 1269, 2264, 7040. <box>859 1048 1640 1455</box>
reference-number: সংখ্যা ঃ ভর্তি ০৭/২০০২ <box>60 293 219 309</box>
